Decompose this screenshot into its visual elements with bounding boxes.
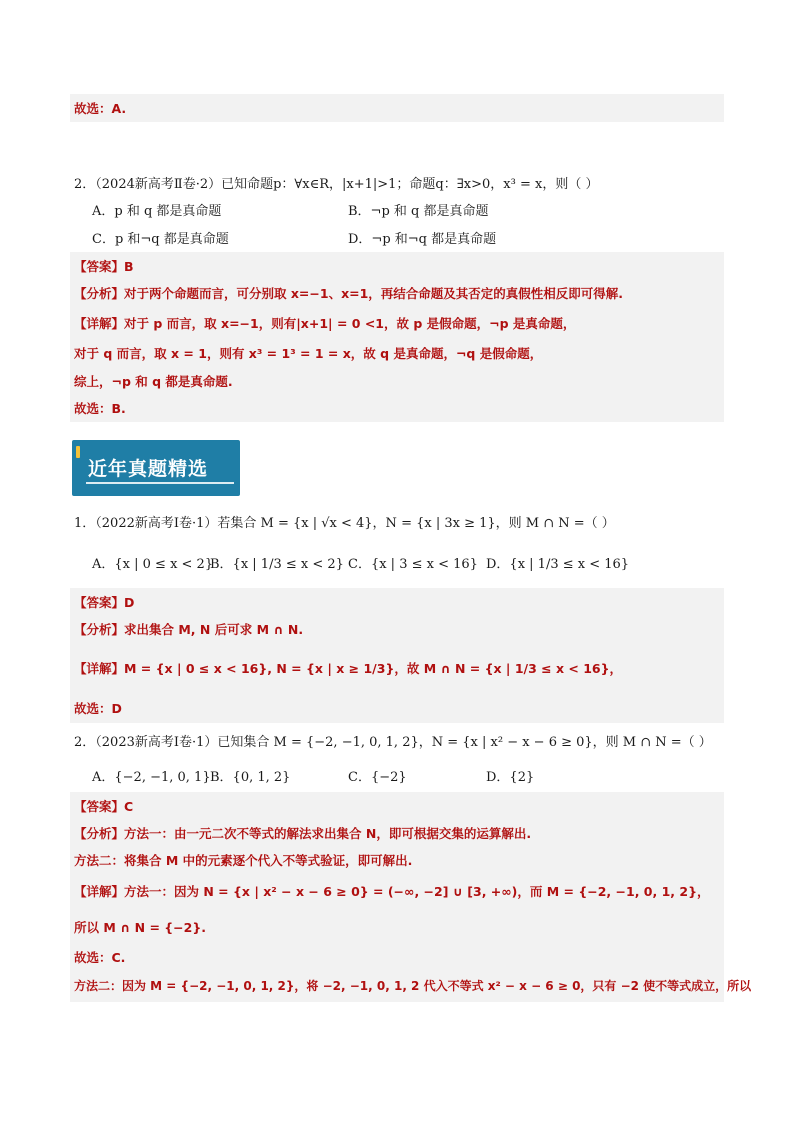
top-conclusion: 故选：A. bbox=[74, 101, 127, 116]
solution-band-2022 bbox=[70, 588, 724, 723]
conclusion-2022: 故选：D bbox=[74, 701, 122, 716]
question-stem-2023: 2．（2023新高考Ⅰ卷·1）已知集合 M = {−2, −1, 0, 1, 2}，N = {x | x² − x − 6 ≥ 0}，则 M ∩ N =（ ） bbox=[74, 735, 712, 750]
detail-text-1: 对于 p 而言，取 x=−1，则有|x+1| = 0 <1，故 p 是假命题，¬p 是真命题， bbox=[124, 316, 576, 331]
option-b-2023: B．{0, 1, 2} bbox=[210, 770, 291, 785]
detail-label: 【详解】 bbox=[74, 316, 125, 331]
answer-label: 【答案】 bbox=[74, 259, 125, 274]
analysis-text-2022: 求出集合 M, N 后可求 M ∩ N. bbox=[124, 622, 304, 637]
conclusion-2023: 故选：C. bbox=[74, 950, 126, 965]
detail-label-2022: 【详解】 bbox=[74, 661, 125, 676]
detail-line-2022 bbox=[74, 659, 622, 677]
header-accent bbox=[76, 446, 80, 458]
section-title: 近年真题精选 bbox=[88, 458, 209, 480]
option-a: A．p 和 q 都是真命题 bbox=[92, 204, 222, 219]
answer-value-2023: C bbox=[124, 799, 134, 814]
analysis-label-2023: 【分析】 bbox=[74, 826, 125, 841]
option-c-2023: C．{−2} bbox=[348, 770, 407, 785]
detail-line-2023 bbox=[74, 882, 710, 900]
option-d-2023: D．{2} bbox=[486, 770, 535, 785]
answer-line-2023 bbox=[74, 797, 133, 815]
analysis-line-2023 bbox=[74, 824, 531, 842]
answer-value: B bbox=[124, 259, 134, 274]
detail-text-3: 综上，¬p 和 q 都是真命题. bbox=[74, 374, 233, 389]
detail-text-2: 对于 q 而言，取 x = 1，则有 x³ = 1³ = 1 = x，故 q 是真命题，¬q 是假命题， bbox=[74, 346, 543, 361]
top-conclusion-band bbox=[70, 94, 724, 122]
analysis-line bbox=[74, 284, 623, 302]
solution-band bbox=[70, 252, 724, 422]
detail-text-2023-1: 方法一：因为 N = {x | x² − x − 6 ≥ 0} = (−∞, −2] ∪ [3, +∞)，而 M = {−2, −1, 0, 1, 2}， bbox=[124, 884, 710, 899]
option-a-2023: A．{−2, −1, 0, 1} bbox=[92, 770, 211, 785]
option-d: D．¬p 和¬q 都是真命题 bbox=[348, 232, 497, 247]
header-underline bbox=[86, 482, 234, 484]
option-b: B．¬p 和 q 都是真命题 bbox=[348, 204, 489, 219]
answer-line bbox=[74, 257, 134, 275]
option-b-2022: B．{x | 1/3 ≤ x < 2} bbox=[210, 557, 344, 572]
option-d-2022: D．{x | 1/3 ≤ x < 16} bbox=[486, 557, 630, 572]
detail-text-2023-2: 所以 M ∩ N = {−2}. bbox=[74, 920, 207, 935]
conclusion: 故选：B. bbox=[74, 401, 126, 416]
option-c: C．p 和¬q 都是真命题 bbox=[92, 232, 229, 247]
question-stem-2022: 1．（2022新高考Ⅰ卷·1）若集合 M = {x | √x < 4}，N = {x | 3x ≥ 1}，则 M ∩ N =（ ） bbox=[74, 516, 615, 531]
section-header bbox=[72, 440, 240, 496]
option-a-2022: A．{x | 0 ≤ x < 2} bbox=[92, 557, 214, 572]
option-c-2022: C．{x | 3 ≤ x < 16} bbox=[348, 557, 478, 572]
answer-value-2022: D bbox=[124, 595, 135, 610]
analysis-label-2022: 【分析】 bbox=[74, 622, 125, 637]
answer-label-2023: 【答案】 bbox=[74, 799, 125, 814]
detail-text-2022: M = {x | 0 ≤ x < 16}, N = {x | x ≥ 1/3}，故 M ∩ N = {x | 1/3 ≤ x < 16}， bbox=[124, 661, 623, 676]
detail-text-2023-3: 方法二：因为 M = {−2, −1, 0, 1, 2}，将 −2, −1, 0, 1, 2 代入不等式 x² − x − 6 ≥ 0，只有 −2 使不等式成立，所以 bbox=[74, 979, 752, 993]
detail-label-2023: 【详解】 bbox=[74, 884, 125, 899]
detail-line-1 bbox=[74, 314, 575, 332]
analysis-text: 对于两个命题而言，可分别取 x=−1、x=1，再结合命题及其否定的真假性相反即可得解. bbox=[124, 286, 624, 301]
answer-line-2022 bbox=[74, 593, 134, 611]
answer-label-2022: 【答案】 bbox=[74, 595, 125, 610]
analysis-line-2022 bbox=[74, 620, 303, 638]
analysis-text-2023-1: 方法一：由一元二次不等式的解法求出集合 N，即可根据交集的运算解出. bbox=[124, 826, 532, 841]
analysis-text-2023-2: 方法二：将集合 M 中的元素逐个代入不等式验证，即可解出. bbox=[74, 853, 413, 868]
question-stem: 2．（2024新高考Ⅱ卷·2）已知命题p：∀x∈R，|x+1|>1；命题q：∃x>0，x³ = x，则（ ） bbox=[74, 177, 599, 192]
analysis-label: 【分析】 bbox=[74, 286, 125, 301]
